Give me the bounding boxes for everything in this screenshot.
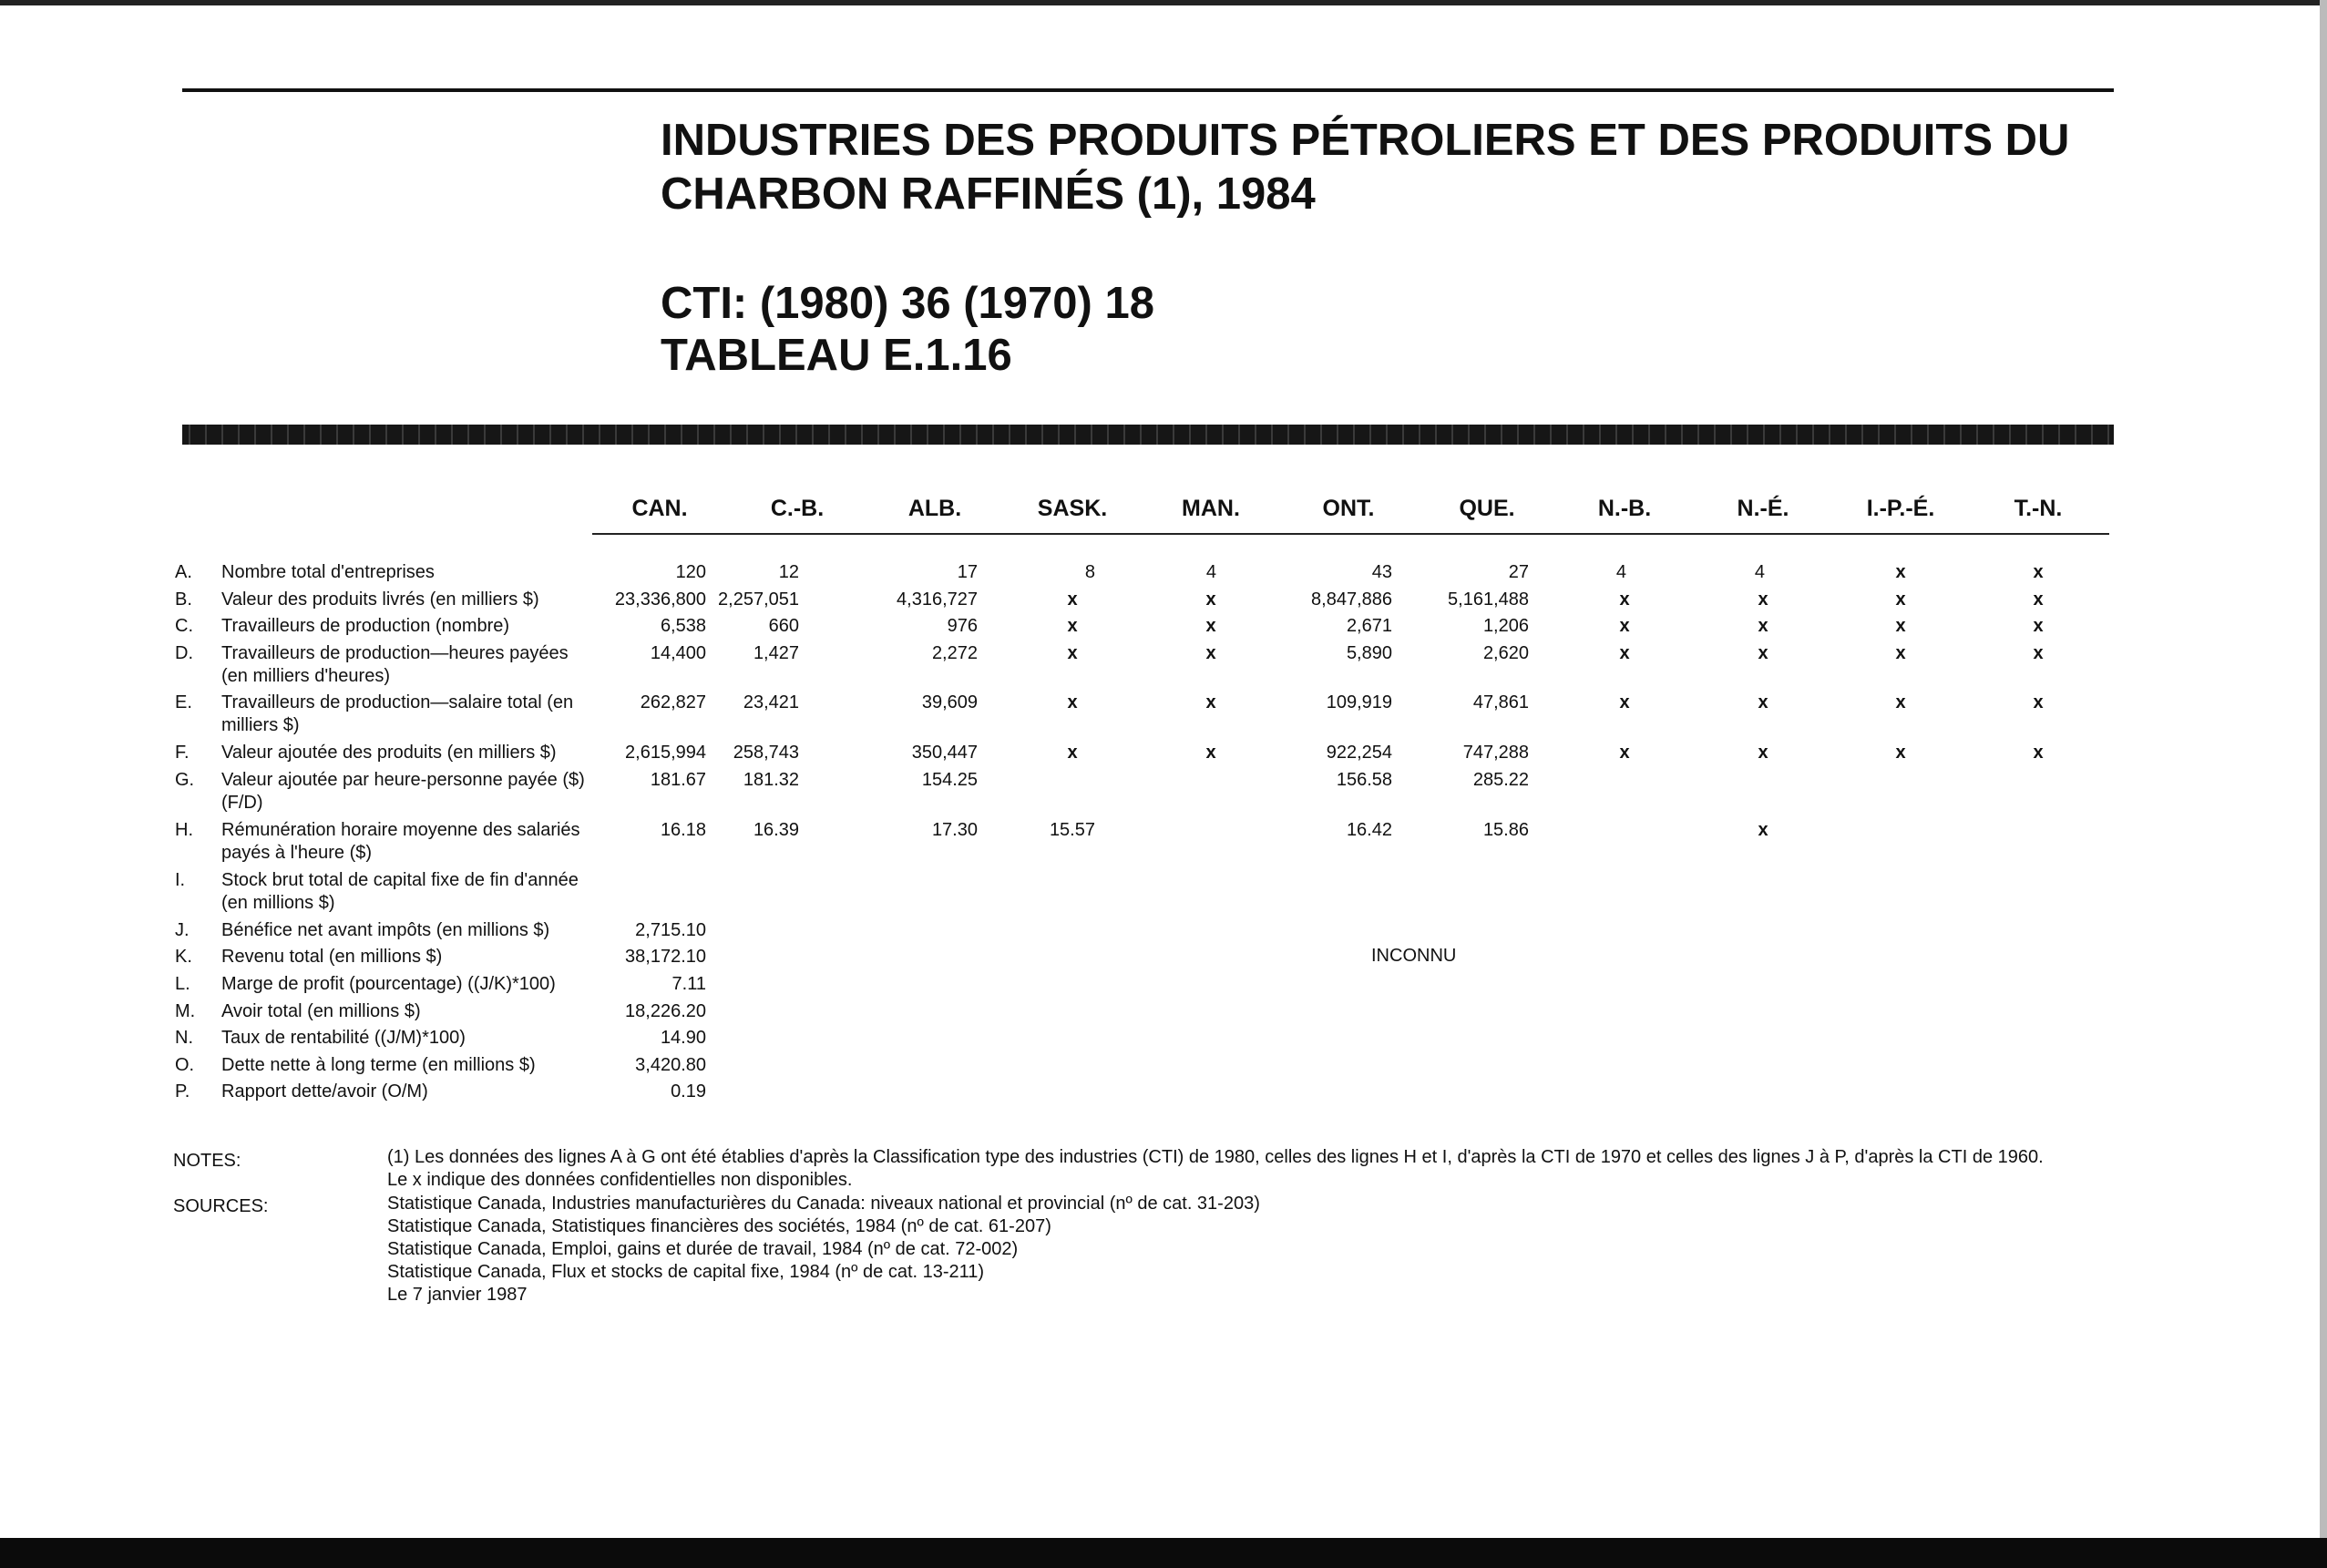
table-cell: 181.67 [650,770,706,790]
table-cell: 4,316,727 [897,589,978,610]
row-letter: M. [175,1001,196,1021]
notes-label: NOTES: [173,1151,241,1171]
table-cell: x [1205,692,1216,712]
row-letter: P. [175,1081,190,1102]
table-cell: x [1758,692,1768,712]
table-cell: 0.19 [671,1081,706,1102]
row-letter: D. [175,643,193,663]
table-cell: 17 [957,562,978,582]
row-label: Avoir total (en millions $) [221,1001,421,1021]
table-cell: x [1895,589,1906,610]
classification-code: CTI: (1980) 36 (1970) 18 [661,279,1154,328]
table-cell: x [1205,743,1216,763]
table-cell: x [2033,643,2044,663]
row-letter: L. [175,974,190,994]
table-cell: 285.22 [1472,770,1529,790]
table-cell: x [1758,589,1768,610]
table-cell: 17.30 [931,820,978,840]
source-line: Le 7 janvier 1987 [387,1285,528,1305]
column-header: I.-P.-É. [1866,496,1935,521]
table-cell: 6,538 [660,616,706,636]
row-label: Rémunération horaire moyenne des salariés payés à l'heure ($) [221,820,580,863]
table-cell: 38,172.10 [625,947,706,967]
table-cell: 747,288 [1462,743,1529,763]
row-letter: N. [175,1028,193,1048]
table-cell: 2,715.10 [635,920,706,940]
table-cell: 15.57 [1049,820,1095,840]
table-cell: x [1205,616,1216,636]
row-letter: K. [175,947,192,967]
table-cell: x [1758,820,1768,840]
table-cell: 15.86 [1482,820,1529,840]
table-cell: 109,919 [1326,692,1392,712]
table-cell: 8 [1084,562,1095,582]
column-header: T.-N. [2014,496,2063,521]
table-cell: x [1067,743,1078,763]
row-label: Marge de profit (pourcentage) ((J/K)*100) [221,974,556,994]
row-letter: B. [175,589,192,610]
source-line: Statistique Canada, Flux et stocks de capital fixe, 1984 (nº de cat. 13-211) [387,1262,985,1282]
unknown-label: INCONNU [1371,946,1457,966]
table-cell: 4 [1754,562,1765,582]
scan-edge-bottom [0,1538,2327,1568]
table-cell: 2,257,051 [718,589,799,610]
table-cell: x [2033,692,2044,712]
row-letter: G. [175,770,195,790]
table-cell: 1,206 [1482,616,1529,636]
column-header: QUE. [1459,496,1515,521]
column-header: N.-É. [1737,496,1789,521]
table-label: TABLEAU E.1.16 [661,331,1012,380]
table-cell: 976 [947,616,978,636]
table-cell: 258,743 [733,743,799,763]
table-cell: 350,447 [911,743,978,763]
table-cell: 16.18 [660,820,706,840]
table-cell: 16.39 [753,820,799,840]
table-cell: 262,827 [640,692,706,712]
row-label: Stock brut total de capital fixe de fin d'année (en millions $) [221,870,579,913]
row-label: Nombre total d'entreprises [221,562,435,582]
row-letter: E. [175,692,192,712]
table-cell: 154.25 [921,770,978,790]
table-cell: 8,847,886 [1311,589,1392,610]
source-line: Statistique Canada, Statistiques financières des sociétés, 1984 (nº de cat. 61-207) [387,1216,1051,1236]
column-header: MAN. [1182,496,1240,521]
row-label: Revenu total (en millions $) [221,947,443,967]
table-cell: x [1619,643,1630,663]
row-label: Valeur ajoutée des produits (en milliers $) [221,743,557,763]
sources-label: SOURCES: [173,1196,269,1216]
table-cell: 43 [1371,562,1392,582]
table-cell: x [1758,743,1768,763]
scan-edge-right [2320,0,2327,1568]
row-letter: A. [175,562,192,582]
note-line: (1) Les données des lignes A à G ont été établies d'après la Classification type des industries (CTI) de 1980, celles des lignes H et I, d'après la CTI de 1970 et celles des lignes J à P, d'après la CTI de 1960. [387,1147,2044,1167]
table-cell: 2,671 [1346,616,1392,636]
column-header: C.-B. [770,496,825,521]
notes-text [387,1146,2118,1192]
table-cell: 156.58 [1336,770,1392,790]
row-label: Valeur ajoutée par heure-personne payée ($) (F/D) [221,770,585,813]
table-cell: 23,336,800 [614,589,706,610]
table-cell: 4 [1615,562,1626,582]
row-label: Travailleurs de production—salaire total (en milliers $) [221,692,574,735]
table-cell: x [1895,692,1906,712]
source-line: Statistique Canada, Industries manufacturières du Canada: niveaux national et provincial (nº de cat. 31-203) [387,1194,1260,1214]
row-letter: J. [175,920,190,940]
table-cell: 1,427 [753,643,799,663]
table-cell: x [1895,616,1906,636]
row-letter: I. [175,870,186,890]
row-label: Travailleurs de production (nombre) [221,616,510,636]
table-cell: 181.32 [743,770,799,790]
row-label: Rapport dette/avoir (O/M) [221,1081,428,1102]
thick-divider [182,425,2114,445]
table-cell: 4 [1205,562,1216,582]
table-cell: 16.42 [1346,820,1392,840]
table-cell: x [1619,743,1630,763]
table-cell: 12 [778,562,799,582]
table-cell: x [1067,589,1078,610]
column-header: CAN. [631,496,688,521]
table-cell: x [1067,616,1078,636]
page-title: INDUSTRIES DES PRODUITS PÉTROLIERS ET DES PRODUITS DU CHARBON RAFFINÉS (1), 1984 [661,116,2070,219]
table-cell: x [1619,692,1630,712]
table-cell: x [1067,692,1078,712]
column-header: SASK. [1037,496,1108,521]
table-cell: 14,400 [650,643,706,663]
table-cell: x [2033,743,2044,763]
table-cell: 2,615,994 [625,743,706,763]
row-label: Valeur des produits livrés (en milliers $) [221,589,539,610]
scan-edge-top [0,0,2327,5]
row-letter: F. [175,743,190,763]
column-header: ALB. [907,496,962,521]
note-line: Le x indique des données confidentielles non disponibles. [387,1170,853,1190]
table-cell: x [1619,616,1630,636]
table-cell: 18,226.20 [625,1001,706,1021]
table-cell: x [1205,643,1216,663]
table-cell: 2,272 [931,643,978,663]
table-cell: 660 [768,616,799,636]
top-rule [182,88,2114,92]
table-cell: x [2033,589,2044,610]
table-cell: 2,620 [1482,643,1529,663]
table-cell: x [1205,589,1216,610]
row-letter: C. [175,616,193,636]
table-cell: x [1895,643,1906,663]
row-letter: H. [175,820,193,840]
table-cell: x [1758,616,1768,636]
sources-text [387,1193,2118,1307]
table-cell: 5,890 [1346,643,1392,663]
table-cell: 14.90 [660,1028,706,1048]
table-cell: 120 [675,562,706,582]
row-label: Bénéfice net avant impôts (en millions $) [221,920,550,940]
table-cell: 23,421 [743,692,799,712]
table-cell: 47,861 [1472,692,1529,712]
table-cell: 7.11 [671,974,706,994]
table-cell: x [2033,562,2044,582]
table-cell: x [1067,643,1078,663]
table-cell: 3,420.80 [635,1055,706,1075]
table-cell: 922,254 [1326,743,1392,763]
row-label: Taux de rentabilité ((J/M)*100) [221,1028,466,1048]
table-cell: x [2033,616,2044,636]
table-cell: x [1895,562,1906,582]
table-cell: x [1619,589,1630,610]
table-cell: x [1758,643,1768,663]
row-letter: O. [175,1055,195,1075]
table-cell: 5,161,488 [1448,589,1529,610]
table-cell: 39,609 [921,692,978,712]
table-cell: 27 [1508,562,1529,582]
table-cell: x [1895,743,1906,763]
row-label: Dette nette à long terme (en millions $) [221,1055,536,1075]
source-line: Statistique Canada, Emploi, gains et durée de travail, 1984 (nº de cat. 72-002) [387,1239,1019,1259]
header-rule [592,533,2109,535]
column-header: N.-B. [1597,496,1652,521]
row-label: Travailleurs de production—heures payées (en milliers d'heures) [221,643,569,686]
column-header: ONT. [1322,496,1375,521]
